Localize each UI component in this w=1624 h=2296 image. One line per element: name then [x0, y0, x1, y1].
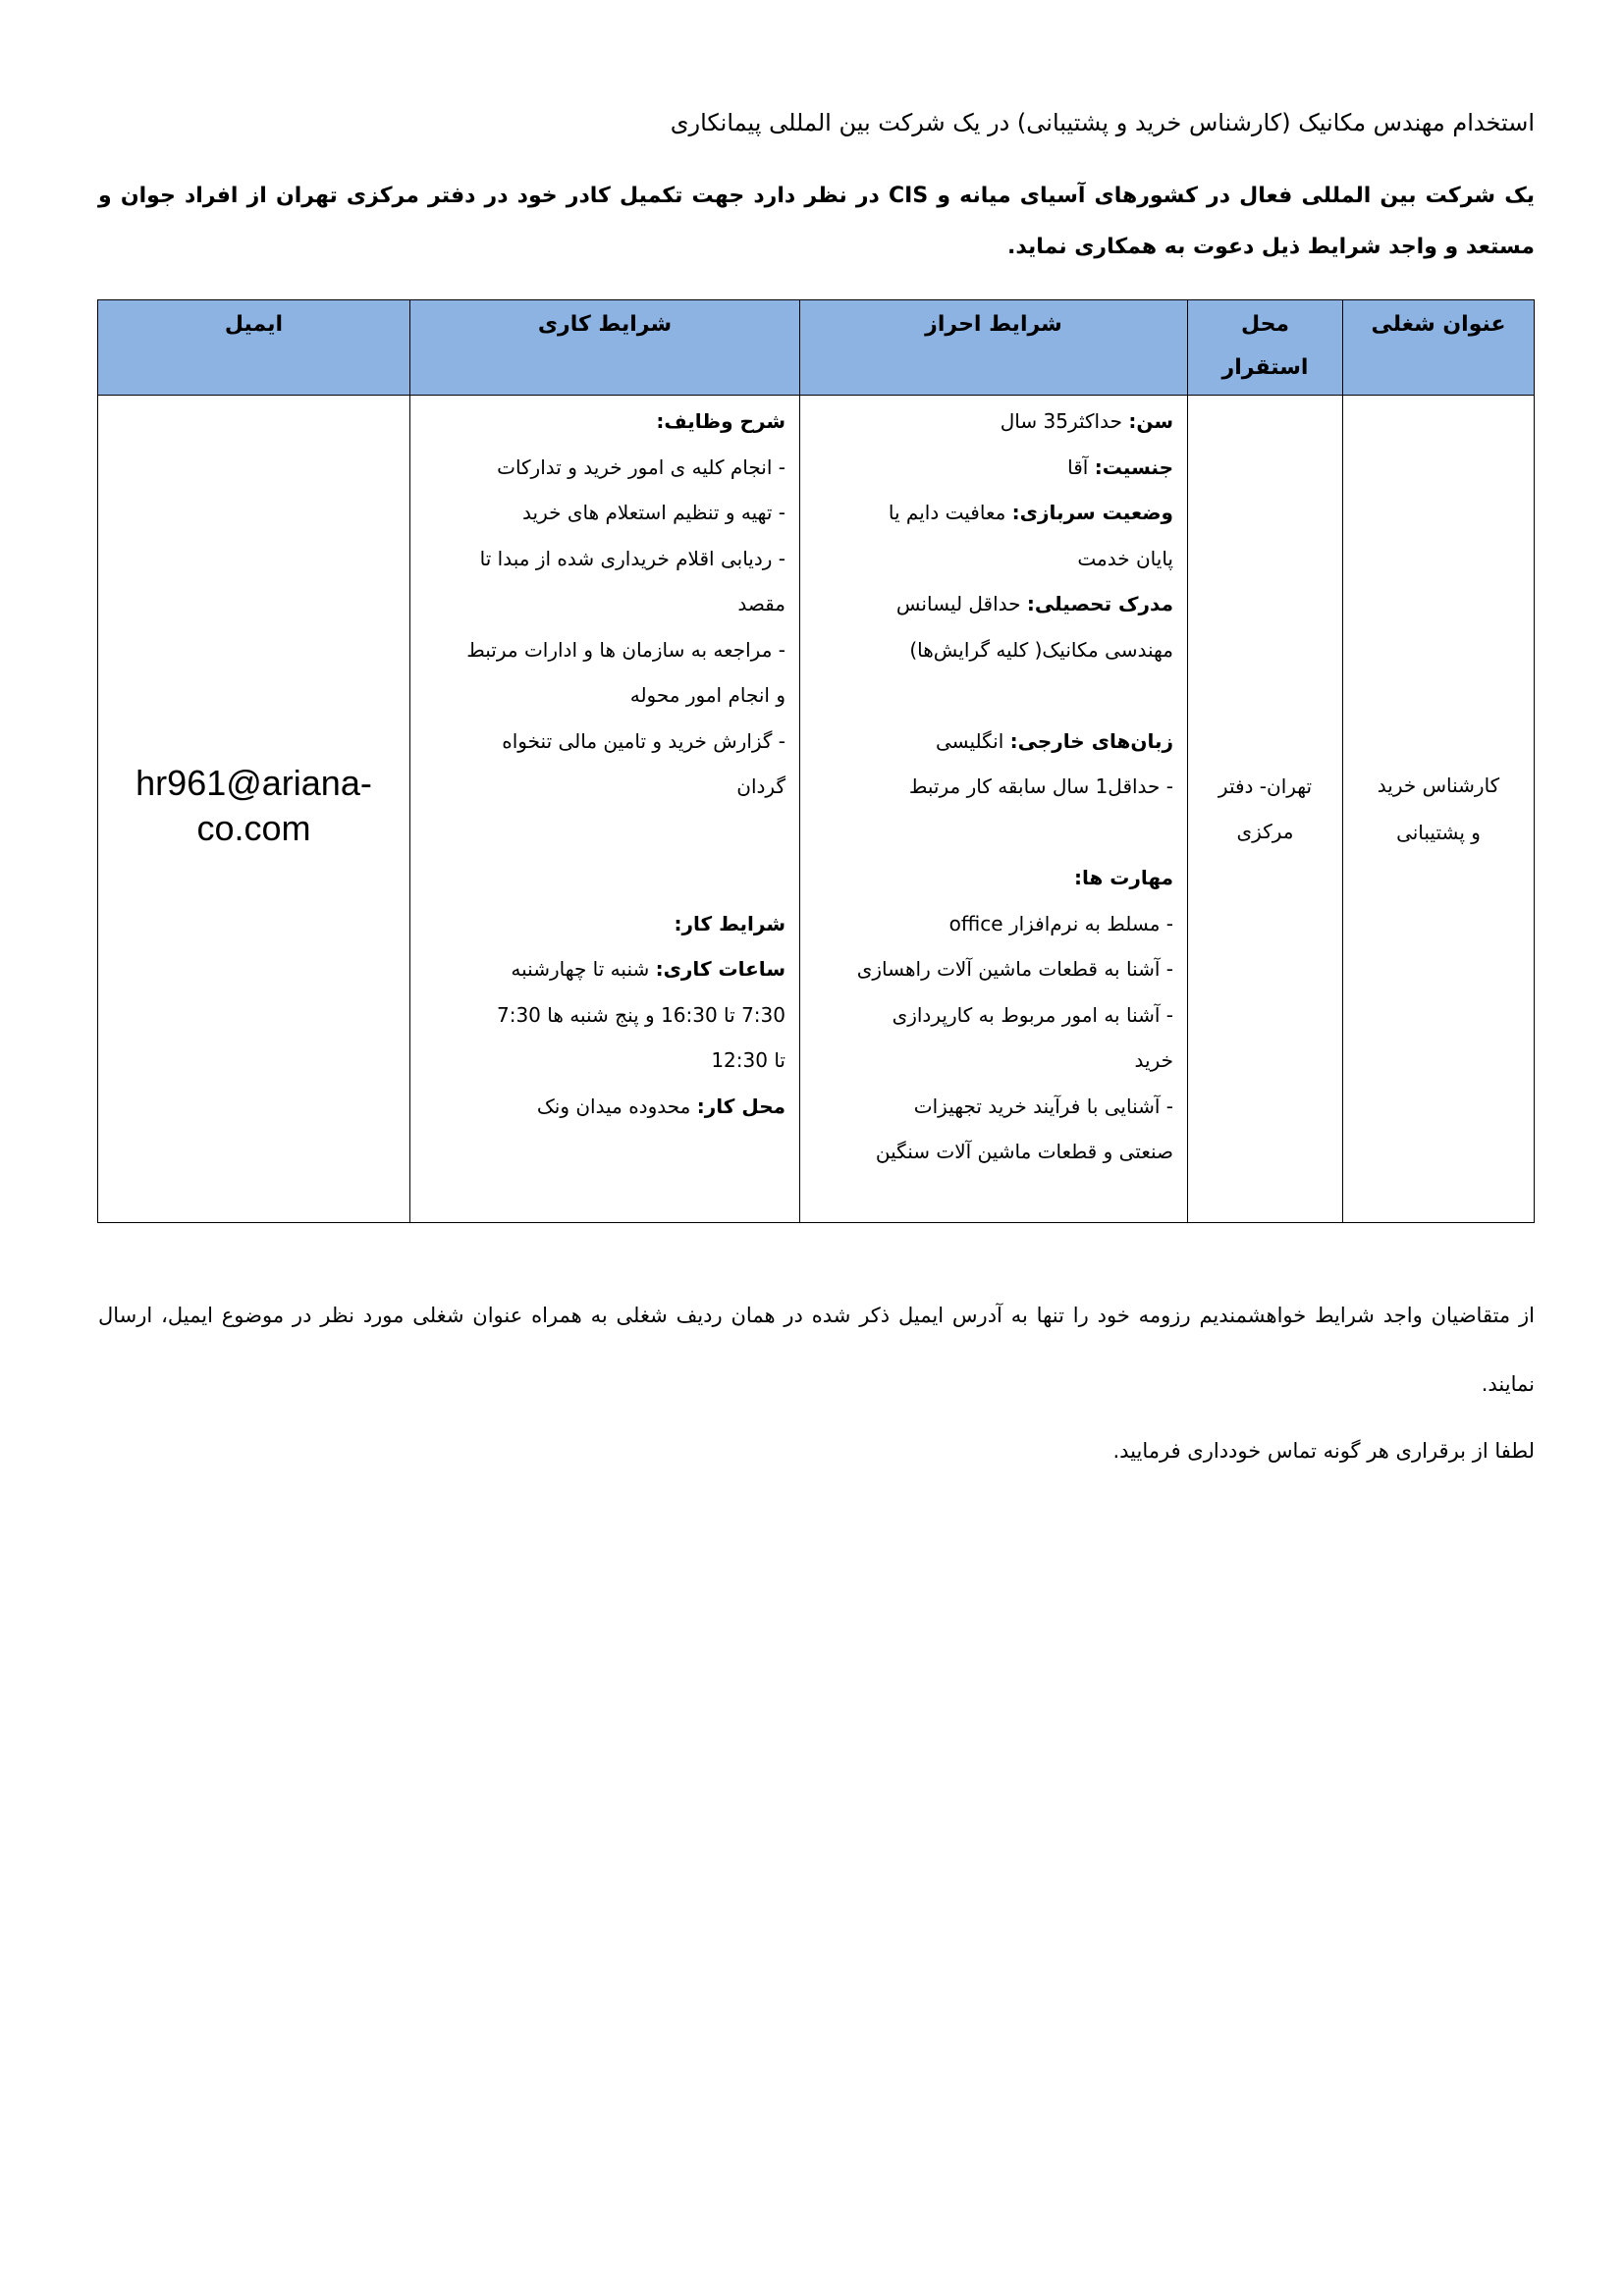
- qualification-military-service-label: وضعیت سربازی:: [1011, 501, 1173, 524]
- header-location-label: محل استقرار: [1221, 312, 1309, 380]
- skill-item: - آشنا به امور مربوط به کارپردازی: [892, 1002, 1173, 1027]
- duty-item: - مراجعه به سازمان ها و ادارات مرتبط: [466, 637, 785, 662]
- duties-heading: شرح وظایف:: [656, 409, 785, 433]
- duty-item-cont: گردان: [736, 774, 785, 798]
- application-instructions: از متقاضیان واجد شرایط خواهشمندیم رزومه خود را تنها به آدرس ایمیل ذکر شده در همان ردیف شغلی به همراه عنوان شغلی مورد نظر در موضوع ایمیل، ارسال نمایند.: [98, 1304, 1535, 1396]
- duty-item: - تهیه و تنظیم استعلام های خرید: [522, 501, 785, 524]
- qualification-languages-label: زبان‌های خارجی:: [1009, 728, 1173, 753]
- spacer: [416, 810, 785, 856]
- header-email-label: ایمیل: [224, 312, 284, 337]
- qualification-education-label: مدرک تحصیلی:: [1026, 592, 1173, 615]
- duty-item-cont: مقصد: [737, 592, 785, 615]
- location-value: تهران- دفتر مرکزی: [1218, 774, 1313, 843]
- conditions-heading: شرایط کار:: [674, 911, 785, 935]
- table-row: [98, 396, 1535, 1223]
- qualification-education-value: حداقل لیسانس: [895, 592, 1021, 615]
- qualification-languages-value: انگلیسی: [935, 728, 1004, 753]
- duty-item: - ردیابی اقلام خریداری شده از مبدا تا: [479, 546, 785, 570]
- qualification-experience: - حداقل1 سال سابقه کار مرتبط: [908, 774, 1173, 798]
- working-hours-times: 7:30 تا 16:30 و پنج شنبه ها 7:30: [496, 1002, 785, 1027]
- skill-item: - مسلط به نرم‌افزار office: [948, 911, 1173, 935]
- spacer: [416, 855, 785, 901]
- duty-item-cont: و انجام امور محوله: [629, 683, 785, 707]
- qualification-gender-label: جنسیت:: [1094, 454, 1173, 479]
- header-job-title: [1343, 300, 1535, 396]
- qualification-gender-value: آقا: [1067, 454, 1089, 479]
- cell-work-conditions: [410, 396, 800, 1223]
- workplace-value: محدوده میدان ونک: [536, 1094, 691, 1118]
- working-hours-label: ساعات کاری:: [655, 957, 785, 981]
- qualification-education: [806, 581, 1173, 627]
- header-work-conditions-label: شرایط کاری: [537, 312, 673, 337]
- qualification-age-value: حداکثر35 سال: [1000, 409, 1122, 433]
- duty-item: - انجام کلیه ی امور خرید و تدارکات: [497, 454, 785, 479]
- working-hours: [416, 946, 785, 992]
- header-location: [1188, 300, 1343, 396]
- cell-location: [1188, 396, 1343, 1223]
- skill-item: - آشنا به قطعات ماشین آلات راهسازی: [856, 957, 1173, 981]
- cell-email: [98, 396, 410, 1223]
- workplace: [416, 1084, 785, 1130]
- skill-item-cont: صنعتی و قطعات ماشین آلات سنگین: [875, 1140, 1173, 1163]
- skill-item-cont: خرید: [1134, 1048, 1173, 1072]
- qualification-gender: [806, 445, 1173, 491]
- qualification-education-cont: مهندسی مکانیک( کلیه گرایش‌ها): [909, 637, 1173, 662]
- qualification-military-service: [806, 490, 1173, 536]
- table-header-row: [98, 300, 1535, 396]
- cell-qualifications: [800, 396, 1188, 1223]
- workplace-label: محل کار:: [696, 1094, 785, 1118]
- working-hours-days: شنبه تا چهارشنبه: [511, 957, 650, 981]
- qualification-military-service-cont: پایان خدمت: [1077, 546, 1173, 570]
- header-work-conditions: [410, 300, 800, 396]
- email-address: hr961@ariana-co.com: [135, 763, 372, 848]
- job-title-value: کارشناس خرید و پشتیبانی: [1377, 774, 1500, 844]
- qualification-languages: [806, 719, 1173, 765]
- page-title: استخدام مهندس مکانیک (کارشناس خرید و پشتیبانی) در یک شرکت بین المللی پیمانکاری: [670, 109, 1535, 136]
- header-qualifications-label: شرایط احراز: [925, 312, 1062, 337]
- duty-item: - گزارش خرید و تامین مالی تنخواه: [502, 728, 785, 753]
- header-job-title-label: عنوان شغلی: [1371, 312, 1506, 337]
- header-qualifications: [800, 300, 1188, 396]
- no-contact-note: لطفا از برقراری هر گونه تماس خودداری فرمایید.: [1112, 1439, 1535, 1463]
- skill-item: - آشنایی با فرآیند خرید تجهیزات: [913, 1094, 1173, 1118]
- skills-heading: مهارت ها:: [1073, 866, 1173, 889]
- spacer: [806, 810, 1173, 856]
- working-hours-times-cont: تا 12:30: [711, 1048, 785, 1072]
- qualification-military-service-value: معافیت دایم یا: [888, 501, 1006, 524]
- footer: [98, 1281, 1535, 1473]
- cell-job-title: [1343, 396, 1535, 1223]
- spacer: [806, 672, 1173, 719]
- intro-paragraph: یک شرکت بین المللی فعال در کشورهای آسیای میانه و CIS در نظر دارد جهت تکمیل کادر خود در دفتر مرکزی تهران از افراد جوان و مستعد و واجد شرایط ذیل دعوت به همکاری نماید.: [98, 184, 1535, 259]
- header-email: [98, 300, 410, 396]
- job-table: [97, 299, 1535, 1223]
- qualification-age-label: سن:: [1128, 409, 1173, 433]
- qualification-age: [806, 399, 1173, 445]
